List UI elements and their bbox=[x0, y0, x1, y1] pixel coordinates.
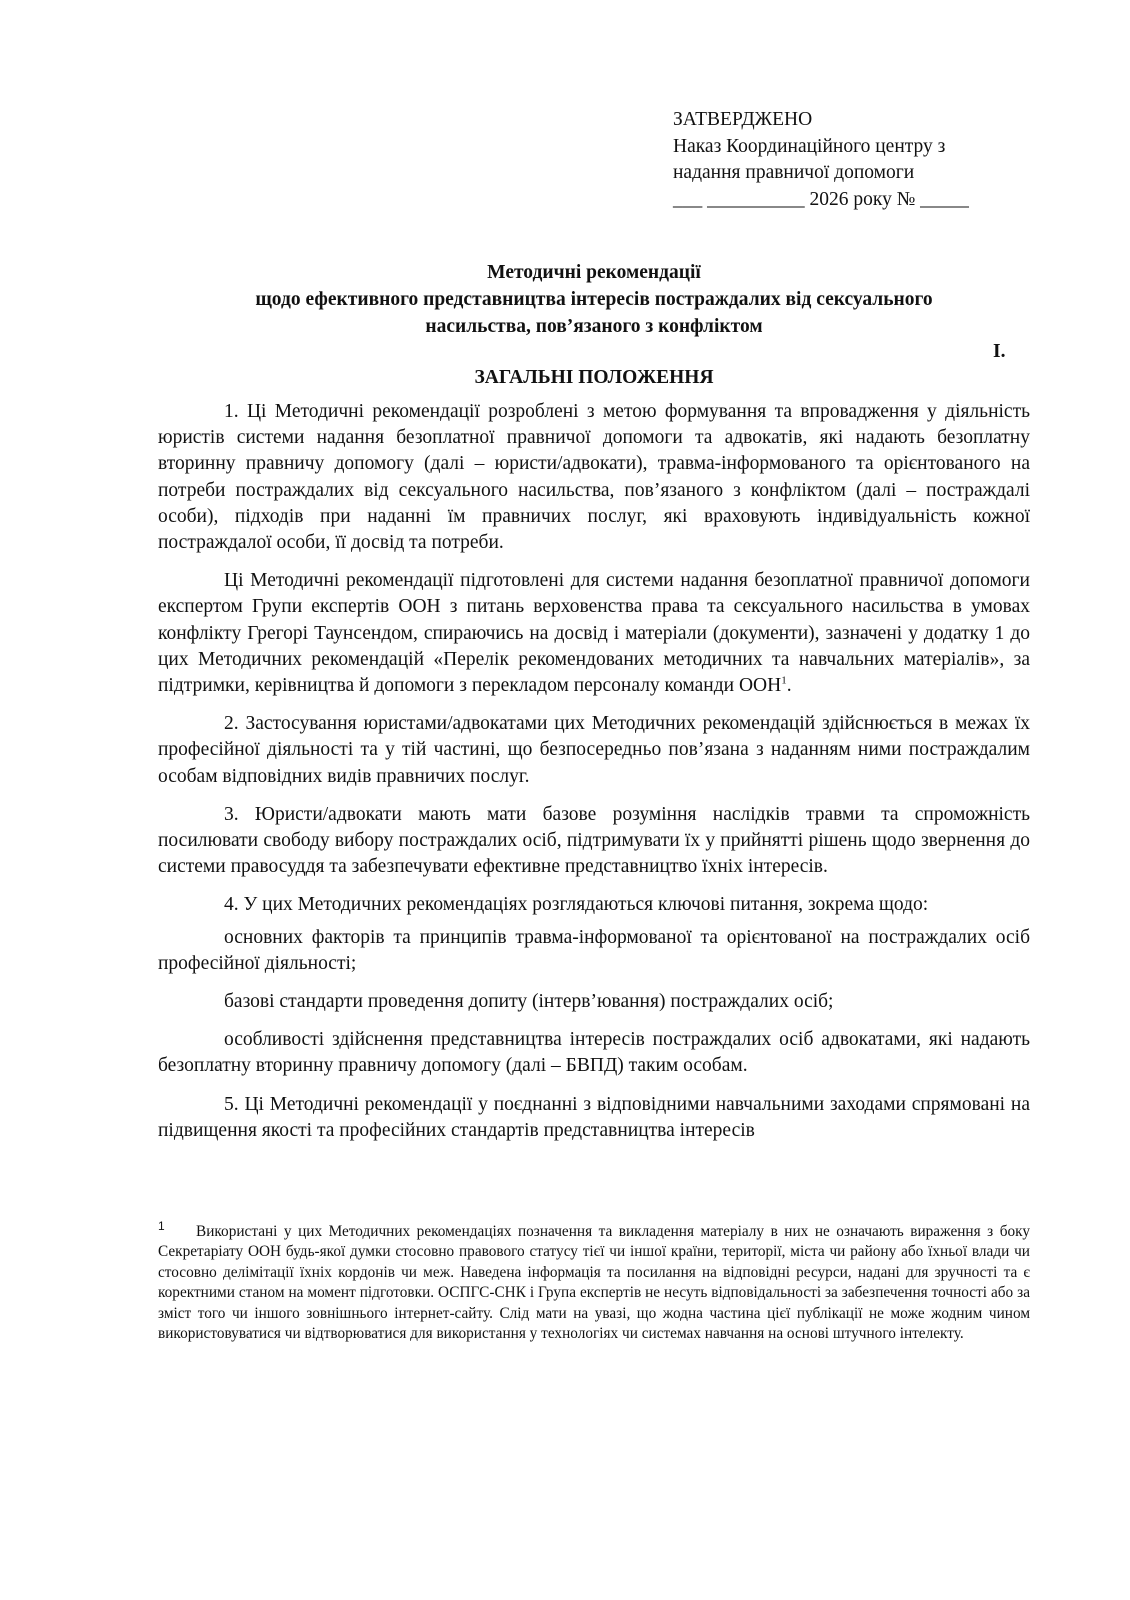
title-line-1: Методичні рекомендації bbox=[487, 262, 701, 283]
list-item-representation: особливості здійснення представництва інтересів постраждалих осіб адвокатами, які надають безоплатну вторинну правничу допомогу (далі – БВПД) таким особам. bbox=[158, 1029, 1030, 1077]
approval-block bbox=[673, 107, 1053, 213]
list-item-factors: основних факторів та принципів травма-інформованої та орієнтованої на постраждалих осіб професійної діяльності; bbox=[158, 926, 1030, 974]
paragraph-2 bbox=[158, 568, 1030, 699]
approval-order-line-2: надання правничої допомоги bbox=[673, 162, 915, 183]
title-line-2: щодо ефективного представництва інтересів постраждалих від сексуального bbox=[255, 289, 933, 310]
paragraph-4: 3. Юристи/адвокати мають мати базове розуміння наслідків травми та спроможність посилювати свободу вибору постраждалих осіб, підтримувати їх у прийнятті рішень щодо звернення до системи правосуддя та забезпечувати ефективне представництво їхніх інтересів. bbox=[158, 803, 1030, 878]
paragraph-5: 4. У цих Методичних рекомендаціях розглядаються ключові питання, зокрема щодо: bbox=[224, 894, 929, 916]
paragraph-2-text: Ці Методичні рекомендації підготовлені для системи надання безоплатної правничої допомоги експертом Групи експертів ООН з питань верховенства права та сексуального насильства в умовах конфлікту Грегорі Таунсендом, спираючись на досвід і матеріали (документи), зазначені у додатку 1 до цих Методичних рекомендацій «Перелік рекомендованих методичних та навчальних матеріалів», за підтримки, керівництва й допомоги з перекладом персоналу команди ООН bbox=[158, 570, 1030, 697]
approval-order-line: Наказ Координаційного центру з bbox=[673, 135, 946, 157]
list-item-standards: базові стандарти проведення допиту (інтерв’ювання) постраждалих осіб; bbox=[224, 991, 834, 1013]
document-title bbox=[158, 259, 1030, 340]
approval-heading: ЗАТВЕРДЖЕНО bbox=[673, 109, 813, 130]
footnote-area bbox=[158, 1218, 1030, 1344]
paragraph-1: 1. Ці Методичні рекомендації розроблені з метою формування та впровадження у діяльність юристів системи надання безоплатної правничої допомоги та адвокатів, які надають безоплатну вторинну правничу допомогу (далі – юристи/адвокати), травма-інформованого та орієнтованого на потреби постраждалих від сексуального насильства, пов’язаного з конфліктом (далі – постраждалі особи), підходів при наданні їм правничих послуг, які враховують індивідуальність кожної постраждалої особи, її досвід та потреби. bbox=[158, 401, 1030, 554]
approval-date-number: ___ __________ 2026 року № _____ bbox=[673, 188, 969, 210]
paragraph-9: 5. Ці Методичні рекомендації у поєднанні з відповідними навчальними заходами спрямовані на підвищення якості та професійних стандартів представництва інтересів bbox=[158, 1093, 1030, 1141]
section-title: ЗАГАЛЬНІ ПОЛОЖЕННЯ bbox=[474, 367, 714, 388]
footnote-ref: 1 bbox=[781, 674, 787, 687]
section-number: I. bbox=[993, 341, 1006, 362]
document-body bbox=[158, 399, 1030, 1156]
paragraph-3: 2. Застосування юристами/адвокатами цих Методичних рекомендацій здійснюється в межах їх професійної діяльності та у тій частині, що безпосередньо пов’язана з наданням ними постраждалим особам відповідних видів правничих послуг. bbox=[158, 713, 1030, 787]
footnote-text: Використані у цих Методичних рекомендаціях позначення та викладення матеріалу в них не означають вираження з боку Секретаріату ООН будь-якої думки стосовно правового статусу тієї чи іншої країни, території, міста чи району або їхньої влади чи стосовно делімітації їхніх кордонів чи меж. Наведена інформація та посилання на відповідні ресурси, надані для зручності та є коректними станом на момент підготовки. ОСПГС-СНК і Група експертів не несуть відповідальності за забезпечення точності або за зміст того чи іншого зовнішнього інтернет-сайту. Слід мати на увазі, що жодна частина цієї публікації не може жодним чином використовуватися чи відтворюватися для використання у технологіях чи системах навчання на основі штучного інтелекту. bbox=[158, 1223, 1030, 1343]
footnote: 1 Використані у цих Методичних рекомендаціях позначення та викладення матеріалу в них не означають вираження з боку Секретаріату ООН будь-якої думки стосовно правового статусу тієї чи іншої країни, території, міста чи району або їхньої влади чи стосовно делімітації їхніх кордонів чи меж. Наведена інформація та посилання на відповідні ресурси, надані для зручності та є коректними станом на момент підготовки. ОСПГС-СНК і Група експертів не несуть відповідальності за забезпечення точності або за зміст того чи іншого зовнішнього інтернет-сайту. Слід мати на увазі, що жодна частина цієї публікації не може жодним чином використовуватися чи відтворюватися для використання у технологіях чи системах навчання на основі штучного інтелекту. bbox=[158, 1218, 1030, 1343]
title-line-3: насильства, пов’язаного з конфліктом bbox=[425, 316, 763, 337]
paragraph-2-end: . bbox=[786, 675, 792, 697]
